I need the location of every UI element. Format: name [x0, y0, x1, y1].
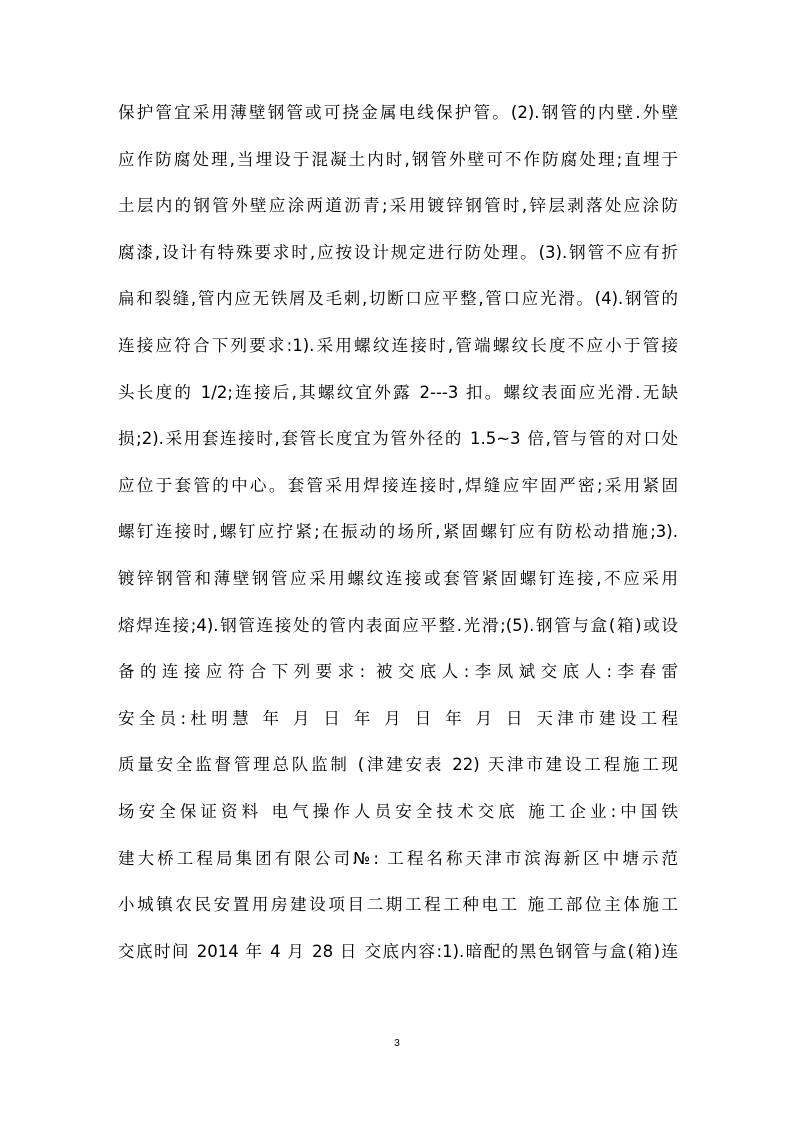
text-line: 连接应符合下列要求:1).采用螺纹连接时,管端螺纹长度不应小于管接: [118, 335, 678, 355]
text-line: 交底时间 2014 年 4 月 28 日 交底内容:1).暗配的黑色钢管与盒(箱)连: [118, 941, 678, 961]
text-line: 小城镇农民安置用房建设项目二期工程工种电工 施工部位主体施工: [118, 895, 678, 915]
text-line: 头长度的 1/2;连接后,其螺纹宜外露 2---3 扣。螺纹表面应光滑.无缺: [118, 382, 678, 402]
text-line: 应作防腐处理,当埋设于混凝土内时,钢管外壁可不作防腐处理;直埋于: [118, 149, 678, 169]
text-line: 土层内的钢管外壁应涂两道沥青;采用镀锌钢管时,锌层剥落处应涂防: [118, 196, 678, 216]
text-line: 熔焊连接;4).钢管连接处的管内表面应平整.光滑;(5).钢管与盒(箱)或设: [118, 615, 678, 635]
text-line: 扁和裂缝,管内应无铁屑及毛刺,切断口应平整,管口应光滑。(4).钢管的: [118, 289, 678, 309]
text-line: 质量安全监督管理总队监制 (津建安表 22) 天津市建设工程施工现: [118, 755, 678, 775]
text-line: 建大桥工程局集团有限公司№: 工程名称天津市滨海新区中塘示范: [118, 848, 678, 868]
text-line: 场安全保证资料 电气操作人员安全技术交底 施工企业:中国铁: [118, 801, 678, 821]
text-line: 损;2).采用套连接时,套管长度宜为管外径的 1.5~3 倍,管与管的对口处: [118, 429, 678, 449]
text-line: 备的连接应符合下列要求: 被交底人:李凤斌交底人:李春雷: [118, 662, 678, 682]
text-line: 螺钉连接时,螺钉应拧紧;在振动的场所,紧固螺钉应有防松动措施;3).: [118, 522, 678, 542]
text-line: 腐漆,设计有特殊要求时,应按设计规定进行防处理。(3).钢管不应有折: [118, 242, 678, 262]
body-text: [118, 90, 678, 975]
text-line: 安全员:杜明慧 年 月 日 年 月 日 年 月 日 天津市建设工程: [118, 708, 678, 728]
text-line: 应位于套管的中心。套管采用焊接连接时,焊缝应牢固严密;采用紧固: [118, 475, 678, 495]
page-number: 3: [394, 1038, 400, 1049]
text-line: 镀锌钢管和薄壁钢管应采用螺纹连接或套管紧固螺钉连接,不应采用: [118, 568, 678, 588]
text-line: 保护管宜采用薄壁钢管或可挠金属电线保护管。(2).钢管的内壁.外壁: [118, 103, 678, 122]
